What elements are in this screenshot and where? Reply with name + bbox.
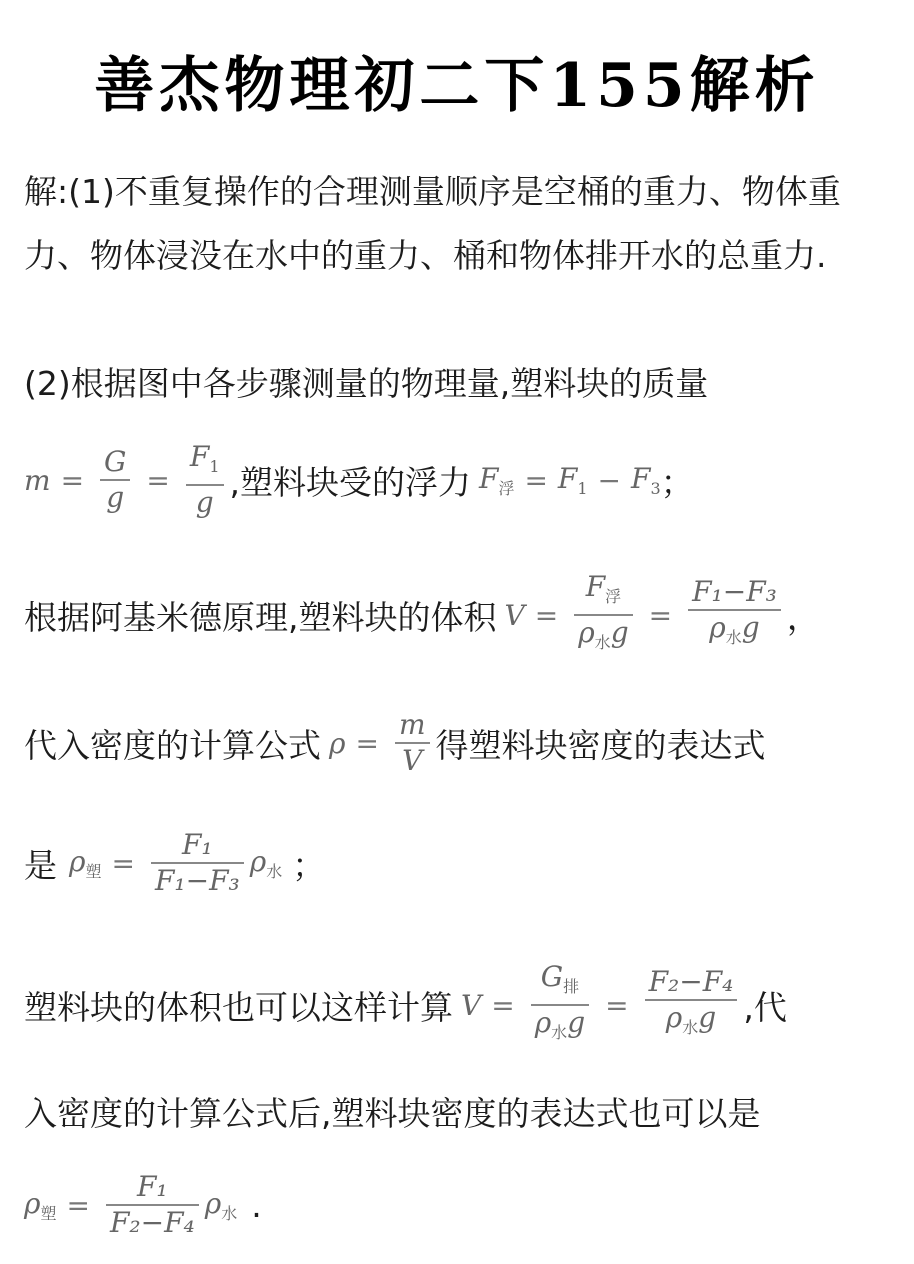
fraction-denominator: g [106,481,125,514]
answer-part-2-intro: (2)根据图中各步骤测量的物理量,塑料块的质量 [24,364,709,403]
fraction-denominator: $\rho_水g$ [578,616,629,652]
equals-sign: = [534,598,559,632]
fraction-numerator: m [398,708,426,741]
fraction-denominator: g [195,486,214,519]
line-end-text: ,代 [743,987,787,1027]
density-symbol: ρ [329,726,346,760]
equals-sign: = [66,1188,90,1222]
line-end-punct: ； [292,845,326,885]
fraction-F1-over-F1-minus-F3 [151,828,244,898]
fraction-denominator: V [402,744,423,777]
fraction-F1-over-g [186,440,224,520]
equals-sign: = [111,846,135,880]
fraction-G-over-g [100,445,130,515]
buoyancy-symbol: $F_浮$ [479,461,515,498]
fraction-numerator: $F_浮$ [585,570,622,606]
fraction-numerator: F₁ [137,1170,168,1203]
buoyancy-rhs-a: $F_1$ [557,462,588,498]
plastic-density-symbol: $\rho_塑$ [24,1186,57,1223]
equals-sign: = [524,463,548,497]
equals-sign: = [648,598,673,632]
buoyancy-rhs-b: $F_3$ [631,462,661,498]
water-density-symbol: $\rho_水$ [249,844,283,881]
equals-sign: = [60,463,85,497]
volume-symbol: V [504,598,525,632]
alt-volume-line [24,960,787,1050]
line-end-punct: . [251,1185,262,1225]
fraction-numerator: F₁ [182,828,213,861]
fraction-denominator: $\rho_水g$ [665,1001,717,1037]
fraction-numerator: $G_排$ [540,960,580,996]
fraction-denominator: $\rho_水g$ [534,1006,586,1042]
equals-sign: = [491,988,515,1022]
mass-formula-line [24,440,694,520]
fraction-m-over-V [395,708,430,778]
line-end-punct: ； [660,462,694,502]
page-title: 善杰物理初二下155解析 [94,51,820,121]
alt-density-intro: 入密度的计算公式后,塑料块密度的表达式也可以是 [24,1094,761,1133]
fraction-numerator: F₂−F₄ [648,965,734,998]
equals-sign: = [605,988,629,1022]
density-formula-line [24,708,766,778]
fraction-denominator: F₂−F₄ [109,1206,195,1239]
result-intro-text: 是 [24,845,57,885]
fraction-F2-minus-F4-over-rhog [645,965,738,1045]
line-end-punct: ， [786,597,820,637]
minus-sign: − [597,463,622,497]
fraction-numerator: F₁−F₃ [692,575,777,608]
density-result-2-line [24,1170,262,1240]
buoyancy-text: ,塑料块受的浮力 [229,462,471,502]
density-after-text: 得塑料块密度的表达式 [435,725,766,765]
fraction-F1-minus-F3-over-rhog [688,575,781,655]
water-density-symbol: $\rho_水$ [204,1186,238,1223]
equals-sign: = [146,463,170,497]
volume-formula-line [24,570,820,660]
fraction-Gdisp-over-rhog [531,960,589,1050]
equals-sign: = [355,726,379,760]
volume-symbol: V [461,988,482,1022]
density-intro-text: 代入密度的计算公式 [24,725,321,765]
fraction-F1-over-F2-minus-F4 [106,1170,199,1240]
archimedes-text: 根据阿基米德原理,塑料块的体积 [24,597,497,637]
fraction-denominator: F₁−F₃ [154,864,240,897]
fraction-numerator: $F_1$ [189,440,220,476]
alt-volume-text: 塑料块的体积也可以这样计算 [24,987,453,1027]
fraction-denominator: $\rho_水g$ [709,611,760,647]
plastic-density-symbol: $\rho_塑$ [69,844,102,881]
answer-part-1: 解:(1)不重复操作的合理测量顺序是空桶的重力、物体重力、物体浸没在水中的重力、桶和物体排开水的总重力. [24,172,841,275]
mass-symbol: m [24,463,51,497]
density-result-1-line [24,828,325,898]
fraction-Ffloat-over-rhog [574,570,632,660]
fraction-numerator: G [104,445,127,478]
